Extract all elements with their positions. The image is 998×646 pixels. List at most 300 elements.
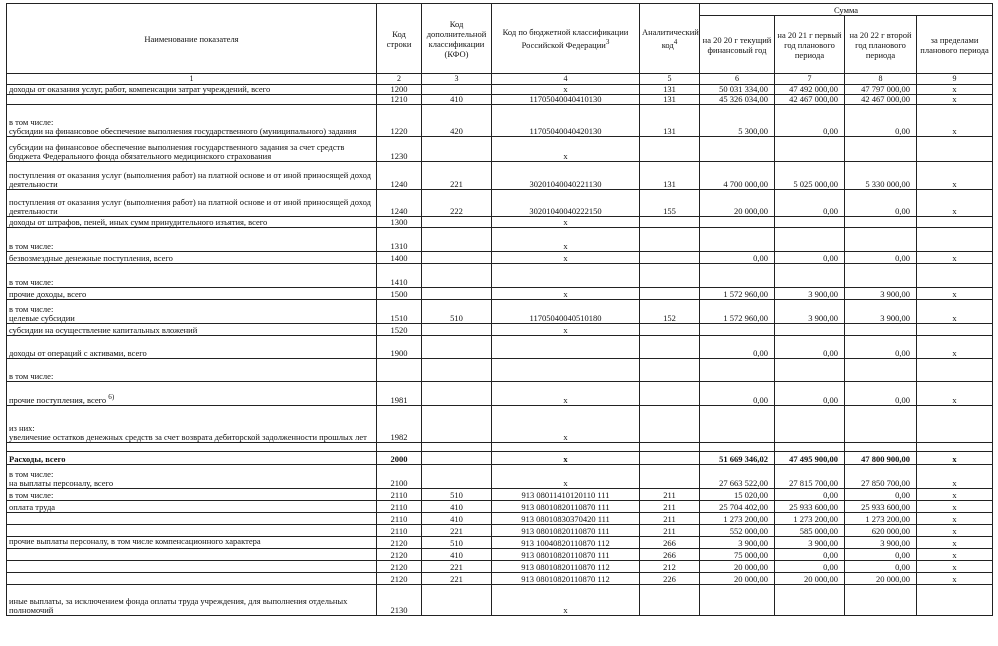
row-sum-current: 3 900,00 — [700, 537, 775, 549]
table-row — [7, 288, 993, 300]
row-kbk: x — [492, 382, 640, 406]
row-analytic — [640, 324, 700, 336]
row-code: 1300 — [377, 217, 422, 228]
row-name: доходы от штрафов, пеней, иных сумм принудительного изъятия, всего — [7, 217, 377, 228]
row-kbk — [492, 359, 640, 382]
row-kfo — [422, 288, 492, 300]
row-sum-current: 27 663 522,00 — [700, 465, 775, 489]
row-analytic: 155 — [640, 190, 700, 217]
row-code: 1510 — [377, 300, 422, 324]
row-sum-current: 552 000,00 — [700, 525, 775, 537]
row-kfo: 410 — [422, 501, 492, 513]
row-sum-current: 51 669 346,02 — [700, 452, 775, 465]
header-beyond: за пределами планового периода — [917, 16, 993, 74]
header-sum: Сумма — [700, 4, 993, 16]
row-sum-beyond: x — [917, 489, 993, 501]
row-analytic: 266 — [640, 537, 700, 549]
row-kbk: x — [492, 217, 640, 228]
row-sum-second — [845, 443, 917, 452]
row-sum-second — [845, 359, 917, 382]
row-kbk: 11705040040510180 — [492, 300, 640, 324]
row-sum-current: 4 700 000,00 — [700, 162, 775, 190]
row-sum-beyond: x — [917, 85, 993, 95]
table-row — [7, 513, 993, 525]
row-sum-beyond: x — [917, 561, 993, 573]
row-analytic: 212 — [640, 561, 700, 573]
row-sum-second — [845, 217, 917, 228]
row-sum-current — [700, 217, 775, 228]
row-kbk: 913 10040820110870 112 — [492, 537, 640, 549]
row-analytic — [640, 264, 700, 288]
table-row — [7, 452, 993, 465]
row-kbk: 30201040040221130 — [492, 162, 640, 190]
row-code: 2100 — [377, 465, 422, 489]
row-kfo — [422, 443, 492, 452]
column-number: 5 — [640, 74, 700, 85]
row-sum-current: 5 300,00 — [700, 105, 775, 137]
row-kbk: x — [492, 137, 640, 162]
row-analytic: 211 — [640, 501, 700, 513]
row-sum-second: 47 800 900,00 — [845, 452, 917, 465]
table-row — [7, 406, 993, 443]
row-name: безвозмездные денежные поступления, всего — [7, 252, 377, 264]
table-row — [7, 573, 993, 585]
row-sum-first — [775, 137, 845, 162]
row-sum-first: 20 000,00 — [775, 573, 845, 585]
column-number: 7 — [775, 74, 845, 85]
row-sum-current: 50 031 334,00 — [700, 85, 775, 95]
table-row — [7, 228, 993, 252]
row-analytic — [640, 465, 700, 489]
row-sum-current: 1 572 960,00 — [700, 288, 775, 300]
row-analytic: 131 — [640, 95, 700, 105]
row-kfo: 221 — [422, 561, 492, 573]
row-analytic: 131 — [640, 162, 700, 190]
row-name: в том числе: субсидии на финансовое обеспечение выполнения государственного (муниципального) задания — [7, 105, 377, 137]
table-row — [7, 359, 993, 382]
row-analytic: 211 — [640, 513, 700, 525]
row-name — [7, 95, 377, 105]
row-name: доходы от оказания услуг, работ, компенсации затрат учреждений, всего — [7, 85, 377, 95]
row-sum-beyond — [917, 406, 993, 443]
row-kfo — [422, 85, 492, 95]
row-analytic: 131 — [640, 105, 700, 137]
row-name — [7, 513, 377, 525]
row-sum-beyond: x — [917, 513, 993, 525]
row-sum-beyond: x — [917, 573, 993, 585]
row-kfo — [422, 336, 492, 359]
row-sum-beyond: x — [917, 105, 993, 137]
row-sum-current: 20 000,00 — [700, 190, 775, 217]
row-sum-beyond — [917, 324, 993, 336]
row-sum-beyond: x — [917, 382, 993, 406]
row-sum-first: 0,00 — [775, 190, 845, 217]
row-sum-current — [700, 324, 775, 336]
row-sum-first — [775, 324, 845, 336]
row-analytic — [640, 585, 700, 616]
row-sum-beyond — [917, 264, 993, 288]
row-code: 2120 — [377, 561, 422, 573]
row-name: поступления от оказания услуг (выполнения работ) на платной основе и от иной приносящей доход деятельности — [7, 162, 377, 190]
row-code: 2120 — [377, 549, 422, 561]
table-row — [7, 501, 993, 513]
row-name: субсидии на осуществление капитальных вложений — [7, 324, 377, 336]
column-number: 2 — [377, 74, 422, 85]
row-name: в том числе: на выплаты персоналу, всего — [7, 465, 377, 489]
row-sum-second — [845, 137, 917, 162]
table-row — [7, 217, 993, 228]
row-sum-beyond: x — [917, 501, 993, 513]
row-sum-beyond: x — [917, 525, 993, 537]
row-sum-first: 0,00 — [775, 489, 845, 501]
row-sum-second: 3 900,00 — [845, 537, 917, 549]
table-row — [7, 162, 993, 190]
row-sum-beyond: x — [917, 252, 993, 264]
row-analytic — [640, 406, 700, 443]
table-row — [7, 105, 993, 137]
row-kfo: 410 — [422, 513, 492, 525]
table-row — [7, 264, 993, 288]
column-number: 1 — [7, 74, 377, 85]
row-name: субсидии на финансовое обеспечение выполнения государственного задания за счет средств бюджета Федерального фонда обязательного медицинского страхования — [7, 137, 377, 162]
row-sum-first: 3 900,00 — [775, 300, 845, 324]
row-kbk: 913 08011410120110 111 — [492, 489, 640, 501]
table-row — [7, 95, 993, 105]
row-code — [377, 443, 422, 452]
row-kfo: 420 — [422, 105, 492, 137]
row-code: 1410 — [377, 264, 422, 288]
row-sum-first: 0,00 — [775, 561, 845, 573]
table-row — [7, 465, 993, 489]
row-analytic — [640, 228, 700, 252]
row-analytic: 211 — [640, 525, 700, 537]
row-sum-first: 27 815 700,00 — [775, 465, 845, 489]
row-sum-current — [700, 443, 775, 452]
row-code: 1310 — [377, 228, 422, 252]
row-kbk: x — [492, 288, 640, 300]
column-number: 4 — [492, 74, 640, 85]
row-kbk: x — [492, 585, 640, 616]
row-name — [7, 561, 377, 573]
row-sum-first — [775, 217, 845, 228]
row-sum-second: 47 797 000,00 — [845, 85, 917, 95]
row-sum-current: 0,00 — [700, 382, 775, 406]
row-sum-second: 25 933 600,00 — [845, 501, 917, 513]
row-sum-second: 0,00 — [845, 105, 917, 137]
row-sum-first — [775, 228, 845, 252]
row-sum-second: 0,00 — [845, 549, 917, 561]
table-row — [7, 85, 993, 95]
row-sum-second: 1 273 200,00 — [845, 513, 917, 525]
column-number: 6 — [700, 74, 775, 85]
row-sum-beyond — [917, 359, 993, 382]
row-kfo — [422, 252, 492, 264]
plan-table-sheet — [6, 3, 992, 616]
row-sum-beyond: x — [917, 537, 993, 549]
row-code: 1400 — [377, 252, 422, 264]
row-analytic — [640, 137, 700, 162]
row-sum-second: 0,00 — [845, 190, 917, 217]
row-name: в том числе: — [7, 228, 377, 252]
row-kfo: 510 — [422, 537, 492, 549]
row-sum-current: 45 326 034,00 — [700, 95, 775, 105]
row-sum-current — [700, 359, 775, 382]
row-sum-beyond: x — [917, 162, 993, 190]
row-sum-first: 25 933 600,00 — [775, 501, 845, 513]
row-sum-second — [845, 324, 917, 336]
row-sum-second: 3 900,00 — [845, 300, 917, 324]
row-analytic: 131 — [640, 85, 700, 95]
row-kbk: x — [492, 406, 640, 443]
header-kbk: Код по бюджетной классификации Российской Федерации$^3$ — [492, 4, 640, 74]
row-kbk: 913 08010820110870 111 — [492, 525, 640, 537]
row-sum-first: 3 900,00 — [775, 537, 845, 549]
row-kfo — [422, 585, 492, 616]
row-code: 1240 — [377, 190, 422, 217]
header-name: Наименование показателя — [7, 4, 377, 74]
table-row — [7, 537, 993, 549]
table-row — [7, 300, 993, 324]
row-sum-first: 5 025 000,00 — [775, 162, 845, 190]
row-name: из них: увеличение остатков денежных средств за счет возврата дебиторской задолженности прошлых лет — [7, 406, 377, 443]
row-sum-second: 20 000,00 — [845, 573, 917, 585]
row-sum-first — [775, 585, 845, 616]
table-row — [7, 443, 993, 452]
row-code — [377, 359, 422, 382]
row-sum-second: 0,00 — [845, 561, 917, 573]
column-number: 3 — [422, 74, 492, 85]
row-code: 2130 — [377, 585, 422, 616]
row-name: в том числе: — [7, 489, 377, 501]
row-sum-first: 42 467 000,00 — [775, 95, 845, 105]
table-row — [7, 382, 993, 406]
row-kbk: x — [492, 228, 640, 252]
row-sum-second: 0,00 — [845, 382, 917, 406]
row-sum-second: 27 850 700,00 — [845, 465, 917, 489]
row-kbk — [492, 336, 640, 359]
row-sum-current — [700, 228, 775, 252]
row-sum-second: 0,00 — [845, 336, 917, 359]
row-kfo: 510 — [422, 300, 492, 324]
row-kfo — [422, 465, 492, 489]
row-sum-second: 0,00 — [845, 252, 917, 264]
row-kbk: x — [492, 465, 640, 489]
row-sum-second — [845, 406, 917, 443]
row-sum-first: 0,00 — [775, 382, 845, 406]
row-kbk: 913 08010820110870 112 — [492, 573, 640, 585]
table-row — [7, 585, 993, 616]
table-row — [7, 549, 993, 561]
row-sum-beyond — [917, 443, 993, 452]
row-sum-current — [700, 585, 775, 616]
row-sum-second — [845, 264, 917, 288]
row-sum-first: 0,00 — [775, 336, 845, 359]
row-code: 1200 — [377, 85, 422, 95]
row-code: 2110 — [377, 501, 422, 513]
table-row — [7, 252, 993, 264]
row-kbk: x — [492, 85, 640, 95]
row-kfo — [422, 228, 492, 252]
row-sum-first: 47 495 900,00 — [775, 452, 845, 465]
row-analytic — [640, 252, 700, 264]
row-kfo: 410 — [422, 95, 492, 105]
row-name: прочие доходы, всего — [7, 288, 377, 300]
row-analytic: 226 — [640, 573, 700, 585]
row-kfo: 222 — [422, 190, 492, 217]
row-kbk: x — [492, 324, 640, 336]
row-kbk: 913 08010820110870 111 — [492, 549, 640, 561]
row-sum-second — [845, 228, 917, 252]
row-kbk: 30201040040222150 — [492, 190, 640, 217]
row-sum-beyond — [917, 228, 993, 252]
column-number: 9 — [917, 74, 993, 85]
row-name: доходы от операций с активами, всего — [7, 336, 377, 359]
row-sum-first — [775, 264, 845, 288]
row-sum-beyond — [917, 217, 993, 228]
row-code: 1220 — [377, 105, 422, 137]
table-row — [7, 336, 993, 359]
row-analytic — [640, 443, 700, 452]
row-sum-second: 0,00 — [845, 489, 917, 501]
row-kfo — [422, 406, 492, 443]
row-kfo: 410 — [422, 549, 492, 561]
row-sum-first: 1 273 200,00 — [775, 513, 845, 525]
row-sum-current — [700, 406, 775, 443]
row-name — [7, 525, 377, 537]
row-kbk: 913 08010830370420 111 — [492, 513, 640, 525]
row-code: 1981 — [377, 382, 422, 406]
header-year-second: на 20 22 г второй год планового периода — [845, 16, 917, 74]
row-kbk: 913 08010820110870 111 — [492, 501, 640, 513]
row-kfo — [422, 359, 492, 382]
row-sum-beyond: x — [917, 465, 993, 489]
row-analytic — [640, 452, 700, 465]
row-sum-first — [775, 359, 845, 382]
row-sum-current: 0,00 — [700, 252, 775, 264]
row-sum-current: 1 572 960,00 — [700, 300, 775, 324]
row-name: поступления от оказания услуг (выполнения работ) на платной основе и от иной приносящей доход деятельности — [7, 190, 377, 217]
row-name: прочие выплаты персоналу, в том числе компенсационного характера — [7, 537, 377, 549]
row-sum-beyond: x — [917, 300, 993, 324]
row-code: 2000 — [377, 452, 422, 465]
table-row — [7, 324, 993, 336]
row-code: 2110 — [377, 525, 422, 537]
table-row — [7, 489, 993, 501]
row-analytic — [640, 382, 700, 406]
row-analytic — [640, 288, 700, 300]
row-name: оплата труда — [7, 501, 377, 513]
row-sum-current — [700, 264, 775, 288]
row-sum-beyond: x — [917, 288, 993, 300]
row-sum-first — [775, 406, 845, 443]
row-sum-second: 620 000,00 — [845, 525, 917, 537]
row-sum-second — [845, 585, 917, 616]
column-numbers-row — [7, 74, 993, 85]
row-sum-first: 0,00 — [775, 105, 845, 137]
row-code: 1982 — [377, 406, 422, 443]
row-kfo — [422, 217, 492, 228]
row-kfo: 221 — [422, 525, 492, 537]
row-kfo — [422, 324, 492, 336]
row-kbk — [492, 443, 640, 452]
row-sum-beyond: x — [917, 336, 993, 359]
row-sum-second: 5 330 000,00 — [845, 162, 917, 190]
row-name: Расходы, всего — [7, 452, 377, 465]
row-sum-beyond: x — [917, 190, 993, 217]
table-row — [7, 190, 993, 217]
row-analytic — [640, 217, 700, 228]
row-name: в том числе: — [7, 359, 377, 382]
row-name: прочие поступления, всего $^{6)}$ — [7, 382, 377, 406]
row-analytic — [640, 359, 700, 382]
row-sum-beyond: x — [917, 452, 993, 465]
column-number: 8 — [845, 74, 917, 85]
row-sum-current: 25 704 402,00 — [700, 501, 775, 513]
row-kfo: 221 — [422, 162, 492, 190]
header-analytic: Аналитический код$^4$ — [640, 4, 700, 74]
row-sum-beyond: x — [917, 95, 993, 105]
row-sum-current — [700, 137, 775, 162]
row-kbk: 913 08010820110870 112 — [492, 561, 640, 573]
row-code: 1500 — [377, 288, 422, 300]
row-kfo — [422, 382, 492, 406]
row-sum-first: 585 000,00 — [775, 525, 845, 537]
row-kbk: 11705040040410130 — [492, 95, 640, 105]
row-kfo: 221 — [422, 573, 492, 585]
row-analytic — [640, 336, 700, 359]
row-code: 2110 — [377, 513, 422, 525]
row-sum-beyond: x — [917, 549, 993, 561]
row-sum-second: 3 900,00 — [845, 288, 917, 300]
financial-plan-table — [6, 3, 993, 616]
row-sum-current: 75 000,00 — [700, 549, 775, 561]
row-kbk — [492, 264, 640, 288]
row-name — [7, 573, 377, 585]
row-code: 2120 — [377, 573, 422, 585]
row-sum-current: 20 000,00 — [700, 561, 775, 573]
row-analytic: 152 — [640, 300, 700, 324]
table-row — [7, 137, 993, 162]
row-sum-first — [775, 443, 845, 452]
row-code: 1230 — [377, 137, 422, 162]
row-kbk: 11705040040420130 — [492, 105, 640, 137]
row-kbk: x — [492, 252, 640, 264]
row-analytic: 211 — [640, 489, 700, 501]
row-sum-beyond — [917, 137, 993, 162]
row-name: в том числе: целевые субсидии — [7, 300, 377, 324]
row-code: 1210 — [377, 95, 422, 105]
row-name: в том числе: — [7, 264, 377, 288]
row-sum-current: 15 020,00 — [700, 489, 775, 501]
row-kbk: x — [492, 452, 640, 465]
row-kfo — [422, 452, 492, 465]
row-sum-second: 42 467 000,00 — [845, 95, 917, 105]
row-sum-first: 3 900,00 — [775, 288, 845, 300]
row-sum-first: 0,00 — [775, 252, 845, 264]
row-kfo — [422, 137, 492, 162]
row-sum-beyond — [917, 585, 993, 616]
row-kfo: 510 — [422, 489, 492, 501]
row-code: 2110 — [377, 489, 422, 501]
row-sum-first: 0,00 — [775, 549, 845, 561]
row-name — [7, 443, 377, 452]
row-name — [7, 549, 377, 561]
row-sum-current: 0,00 — [700, 336, 775, 359]
row-code: 1520 — [377, 324, 422, 336]
header-year-current: на 20 20 г текущий финансовый год — [700, 16, 775, 74]
row-sum-first: 47 492 000,00 — [775, 85, 845, 95]
row-name: иные выплаты, за исключением фонда оплаты труда учреждения, для выполнения отдельных полномочий — [7, 585, 377, 616]
